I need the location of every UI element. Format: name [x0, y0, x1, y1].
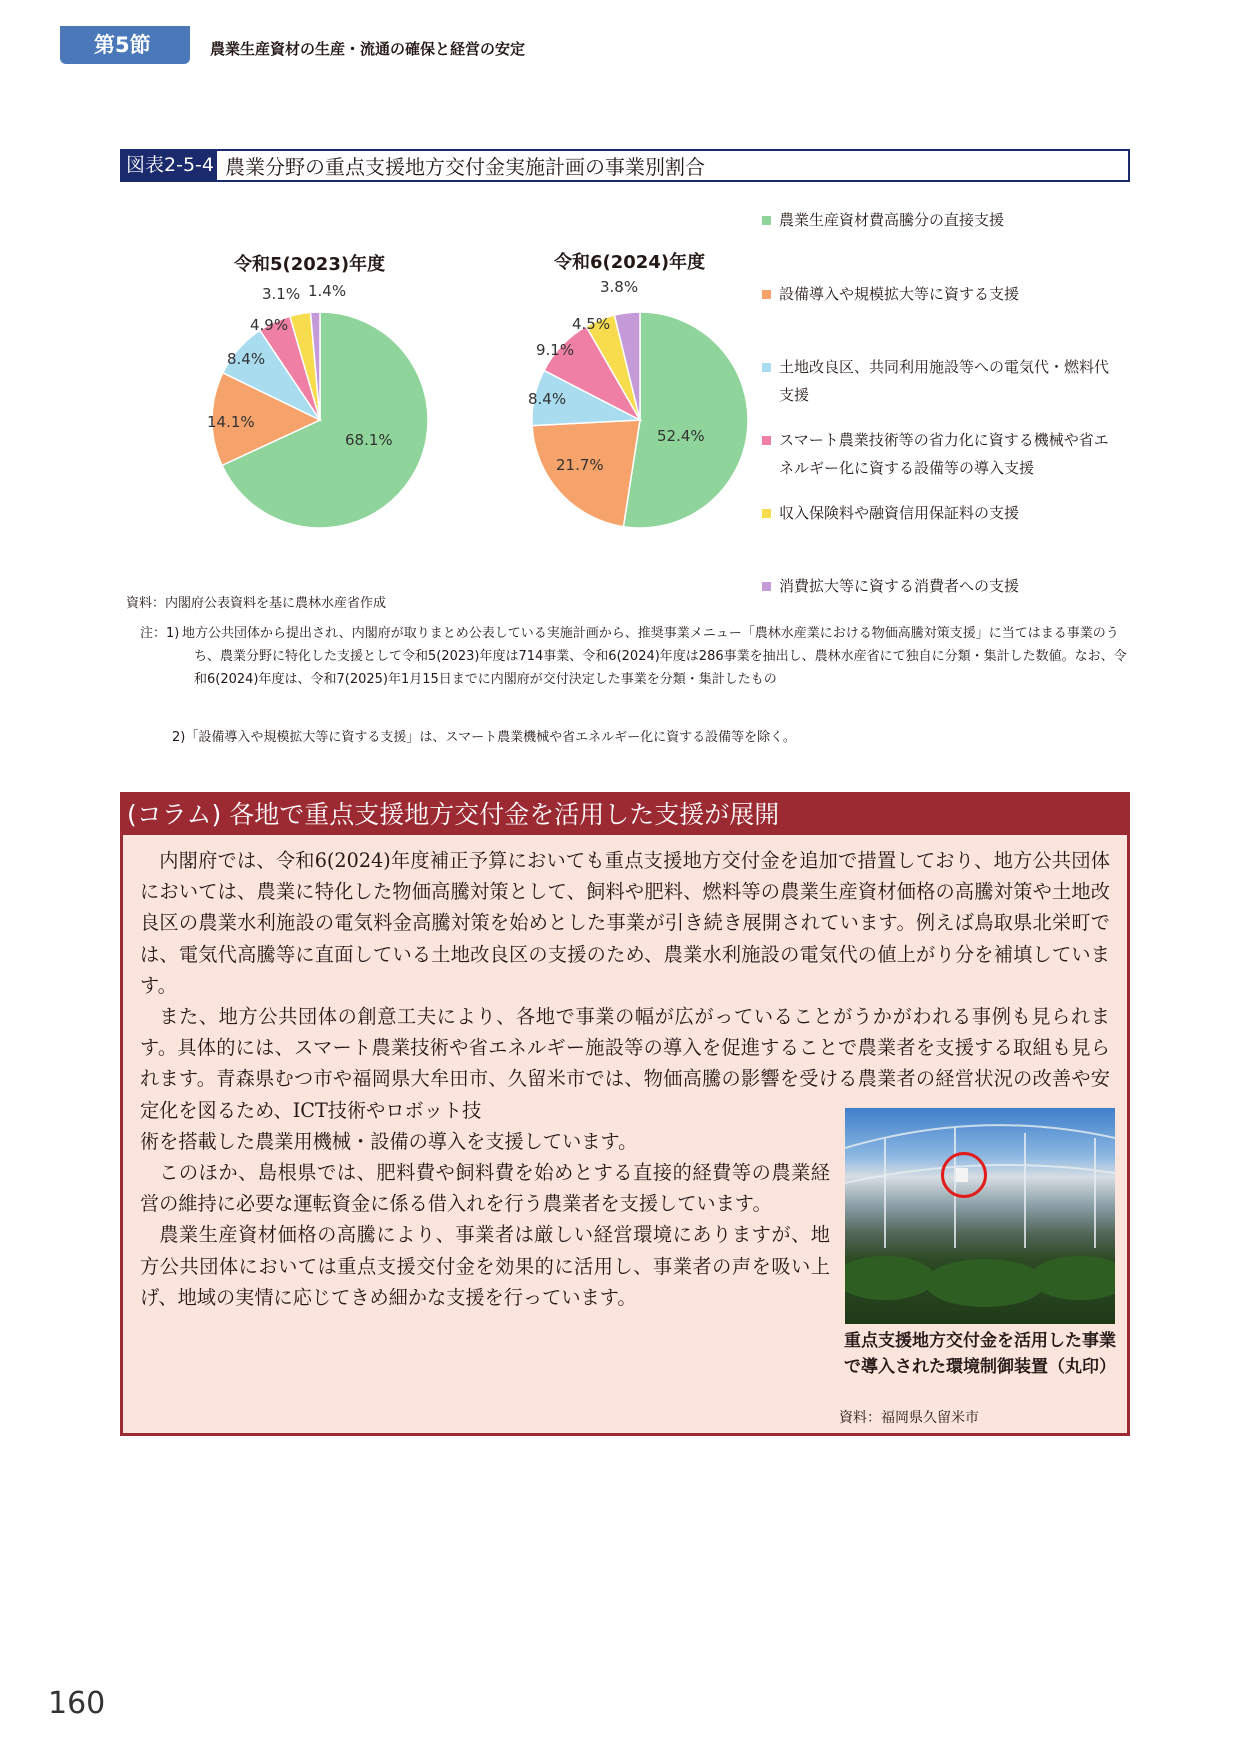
legend-item: 設備導入や規模拡大等に資する支援	[762, 280, 1122, 308]
pie-2024-label-0: 52.4%	[657, 427, 705, 445]
legend-item: 土地改良区、共同利用施設等への電気代・燃料代支援	[762, 353, 1122, 409]
pie-2023-label-0: 68.1%	[345, 431, 393, 449]
pie-2023-label-1: 14.1%	[207, 413, 255, 431]
column-paragraph-1: 内閣府では、令和6(2024)年度補正予算においても重点支援地方交付金を追加で措置しており、地方公共団体においては、農業に特化した物価高騰対策として、飼料や肥料、燃料等の農業生産資材価格の高騰対策や土地改良区の農業水利施設の電気料金高騰対策を始めとした事業が引き続き展開されています。例えば鳥取県北栄町では、電気代高騰等に直面している土地改良区の支援のため、農業水利施設の電気代の値上がり分を補填しています。	[140, 849, 1110, 997]
pie-2024-label-1: 21.7%	[556, 456, 604, 474]
legend-swatch	[762, 290, 771, 299]
legend-swatch	[762, 216, 771, 225]
legend-item: 消費拡大等に資する消費者への支援	[762, 572, 1122, 600]
page-number: 160	[48, 1686, 106, 1721]
column-paragraph-2: また、地方公共団体の創意工夫により、各地で事業の幅が広がっていることがうかがわれる事例も見られます。具体的には、スマート農業技術や省エネルギー施設等の導入を促進することで農業者を支援する取組も見られます。青森県むつ市や福岡県大牟田市、久留米市では、物価高騰の影響を受ける農業者の経営状況の改善や安定化を図るため、ICT技術やロボット技	[140, 1005, 1110, 1122]
highlight-circle-icon	[941, 1152, 987, 1198]
pie-2024-label-2: 8.4%	[528, 390, 567, 408]
pie-chart-2024	[500, 280, 780, 560]
legend-item: 農業生産資材費高騰分の直接支援	[762, 206, 1122, 234]
pie-2024-label-5: 3.8%	[600, 278, 639, 296]
photo-source: 資料：福岡県久留米市	[839, 1410, 979, 1426]
photo-caption: 重点支援地方交付金を活用した事業で導入された環境制御装置（丸印）	[844, 1331, 1116, 1377]
figure-source: 資料：内閣府公表資料を基に農林水産省作成	[126, 596, 387, 611]
legend-swatch	[762, 582, 771, 591]
column-box	[120, 792, 1130, 1436]
pie-2024-slice-0	[623, 312, 748, 528]
legend-swatch	[762, 436, 771, 445]
figure-header	[120, 149, 1130, 182]
legend-swatch	[762, 363, 771, 372]
column-title: (コラム) 各地で重点支援地方交付金を活用した支援が展開	[123, 795, 1127, 835]
legend-item: スマート農業技術等の省力化に資する機械や省エネルギー化に資する設備等の導入支援	[762, 426, 1122, 482]
pie-2024-label-4: 4.5%	[572, 315, 611, 333]
column-paragraph-3: このほか、島根県では、肥料費や飼料費を始めとする直接的経費等の農業経営の維持に必要な運転資金に係る借入れを行う農業者を支援しています。	[140, 1161, 830, 1216]
pie-2023-label-5: 1.4%	[308, 282, 347, 300]
pie-2023-title: 令和5(2023)年度	[234, 254, 386, 275]
greenhouse-frame-graphic	[845, 1108, 1115, 1324]
note-label: 注：1)	[140, 626, 180, 641]
note-2: 2)「設備導入や規模拡大等に資する支援」は、スマート農業機械や省エネルギー化に資する設備等を除く。	[172, 730, 796, 745]
column-paragraph-4: 農業生産資材価格の高騰により、事業者は厳しい経営環境にありますが、地方公共団体においては重点支援交付金を効果的に活用し、事業者の声を吸い上げ、地域の実情に応じてきめ細かな支援を行っています。	[140, 1223, 830, 1309]
greenhouse-photo	[845, 1108, 1115, 1324]
figure-number: 図表2-5-4	[122, 151, 217, 180]
figure-title: 農業分野の重点支援地方交付金実施計画の事業別割合	[224, 155, 705, 179]
legend-swatch	[762, 509, 771, 518]
note-1: 地方公共団体から提出され、内閣府が取りまとめ公表している実施計画から、推奨事業メニュー「農林水産業における物価高騰対策支援」に当てはまる事業のうち、農業分野に特化した支援として令和5(2023)年度は714事業、令和6(2024)年度は286事業を抽出し、農林水産省にて独自に分類・集計した数値。なお、令和6(2024)年度は、令和7(2025)年1月15日までに内閣府が交付決定した事業を分類・集計したもの	[182, 626, 1127, 687]
pie-2024-label-3: 9.1%	[536, 341, 575, 359]
legend-item: 収入保険料や融資信用保証料の支援	[762, 499, 1122, 527]
section-title: 農業生産資材の生産・流通の確保と経営の安定	[210, 40, 526, 58]
pie-2024-title: 令和6(2024)年度	[554, 252, 706, 273]
pie-2023-label-2: 8.4%	[227, 350, 266, 368]
column-paragraph-2-cont: 術を搭載した農業用機械・設備の導入を支援しています。	[140, 1129, 638, 1153]
section-badge: 第5節	[60, 26, 190, 64]
pie-2023-label-3: 4.9%	[250, 316, 289, 334]
pie-2023-label-4: 3.1%	[262, 285, 301, 303]
